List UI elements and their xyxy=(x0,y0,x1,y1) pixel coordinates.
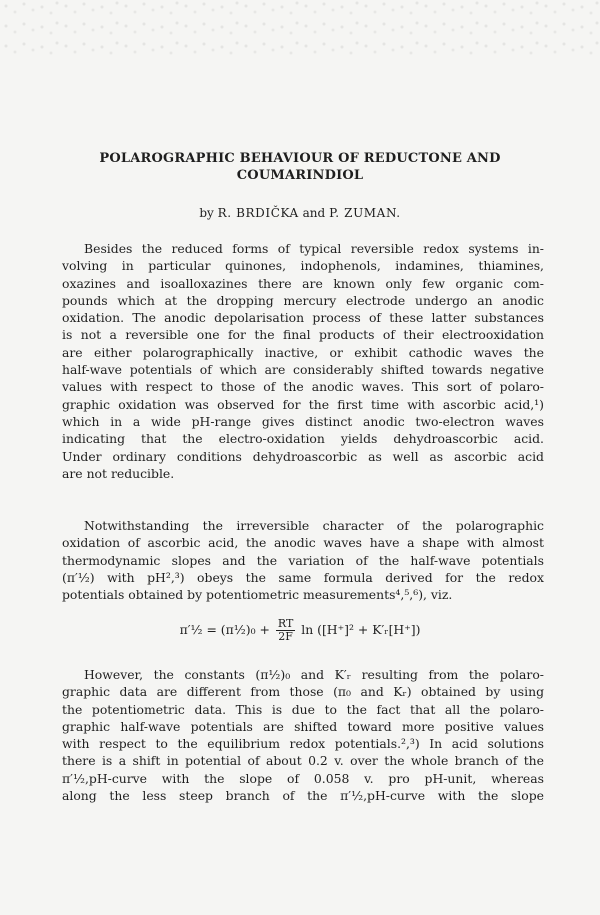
text-line: graphic data are different from those (π₀ and Kᵣ) obtained by using xyxy=(62,684,544,700)
equation xyxy=(150,618,450,643)
equation-numerator: RT xyxy=(277,617,294,630)
equation-rhs: ln ([H⁺]² + K′ᵣ[H⁺]) xyxy=(301,622,421,637)
text-line: thermodynamic slopes and the variation of the half-wave potentials xyxy=(62,552,544,568)
author-first: R. BRDIČKA xyxy=(217,206,299,220)
scan-artifact xyxy=(0,0,600,60)
author-second: P. ZUMAN. xyxy=(329,206,401,220)
paper-title xyxy=(60,150,540,184)
text-line: the potentiometric data. This is due to the fact that all the polaro- xyxy=(62,701,544,717)
text-line: However, the constants (π½)₀ and K′ᵣ resulting from the polaro- xyxy=(84,667,544,682)
author-by: by xyxy=(199,206,214,220)
text-line: pounds which at the dropping mercury electrode undergo an anodic xyxy=(62,292,544,308)
text-line: with respect to the equilibrium redox potentials.²,³) In acid solutions xyxy=(62,736,544,752)
equation-fraction xyxy=(276,618,295,643)
text-line: are not reducible. xyxy=(62,465,175,481)
text-line: are either polarographically inactive, or exhibit cathodic waves the xyxy=(62,344,544,360)
text-line: graphic half-wave potentials are shifted toward more positive values xyxy=(62,718,544,734)
text-line: potentials obtained by potentiometric measurements⁴,⁵,⁶), viz. xyxy=(62,587,453,603)
text-line: Notwithstanding the irreversible character of the polarographic xyxy=(84,518,544,533)
text-line: values with respect to those of the anodic waves. This sort of polaro- xyxy=(62,379,544,395)
author-line xyxy=(60,205,540,221)
text-line: oxidation of ascorbic acid, the anodic waves have a shape with almost xyxy=(62,535,544,551)
equation-denominator: 2F xyxy=(278,630,293,643)
paragraph-3 xyxy=(62,666,544,804)
text-line: there is a shift in potential of about 0.2 v. over the whole branch of the xyxy=(62,753,544,769)
text-line: which in a wide pH-range gives distinct anodic two-electron waves xyxy=(62,413,544,429)
text-line: oxazines and isoalloxazines there are known only few organic com- xyxy=(62,275,544,291)
title-line-1: POLAROGRAPHIC BEHAVIOUR OF REDUCTONE AND xyxy=(99,151,501,166)
text-line: half-wave potentials of which are considerably shifted towards negative xyxy=(62,362,544,378)
text-line: indicating that the electro-oxidation yields dehydroascorbic acid. xyxy=(62,431,544,447)
text-line: (π′½) with pH²,³) obeys the same formula derived for the redox xyxy=(62,569,544,585)
paragraph-2 xyxy=(62,517,544,603)
author-and: and xyxy=(302,206,326,220)
text-line: Besides the reduced forms of typical reversible redox systems in- xyxy=(84,241,544,256)
text-line: along the less steep branch of the π′½,pH-curve with the slope xyxy=(62,788,544,804)
text-line: Under ordinary conditions dehydroascorbic as well as ascorbic acid xyxy=(62,448,544,464)
title-line-2: COUMARINDIOL xyxy=(236,168,364,183)
text-line: graphic oxidation was observed for the first time with ascorbic acid,¹) xyxy=(62,396,544,412)
text-line: is not a reversible one for the final products of their electrooxidation xyxy=(62,327,544,343)
text-line: π′½,pH-curve with the slope of 0.058 v. pro pH-unit, whereas xyxy=(62,770,544,786)
equation-lhs: π′½ = (π½)₀ + xyxy=(179,622,270,637)
text-line: volving in particular quinones, indophenols, indamines, thiamines, xyxy=(62,258,544,274)
text-line: oxidation. The anodic depolarisation process of these latter substances xyxy=(62,310,544,326)
paragraph-1 xyxy=(62,240,544,482)
